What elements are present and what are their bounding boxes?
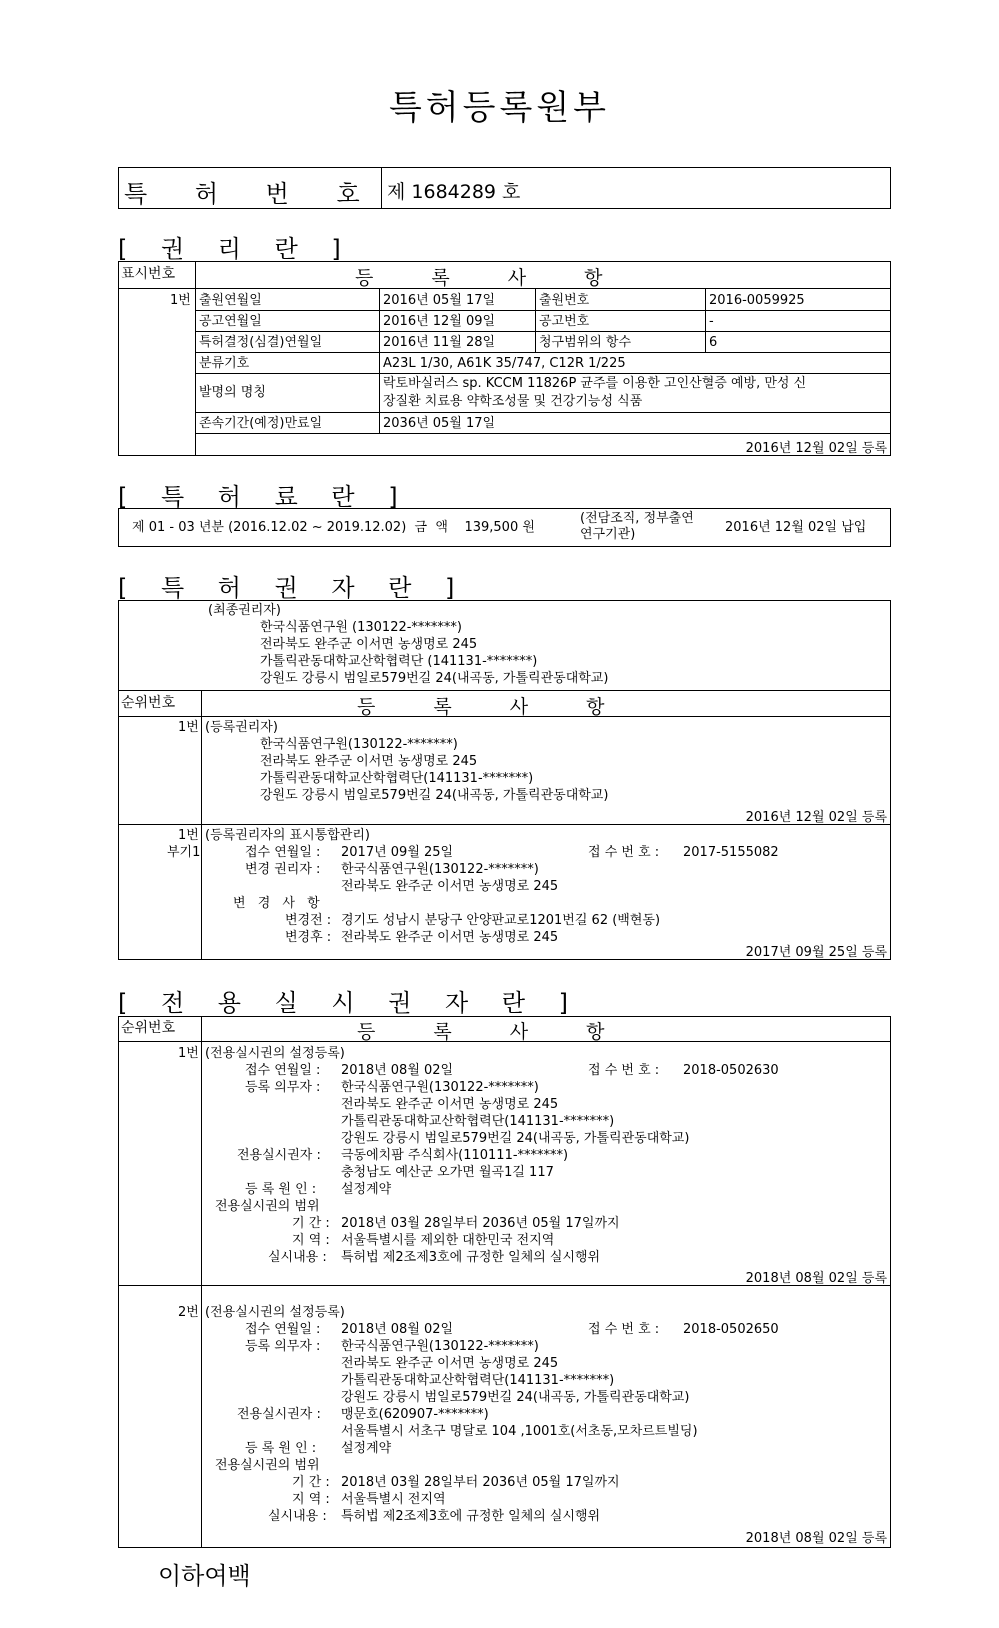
after-value: 전라북도 완주군 이서면 농생명로 245 — [341, 930, 559, 945]
obligor-line: 한국식품연구원(130122-*******) — [341, 1080, 539, 1095]
region-label: 지 역 : — [292, 1233, 330, 1248]
expiry-label: 존속기간(예정)만료일 — [199, 416, 323, 431]
holder-entry1-line: 가톨릭관동대학교산학협력단(141131-*******) — [260, 771, 534, 786]
obligor-line: 전라북도 완주군 이서면 농생명로 245 — [341, 1097, 559, 1112]
app-no: 2016-0059925 — [709, 293, 805, 308]
final-holder-line: 가톨릭관동대학교산학협력단 (141131-*******) — [260, 654, 538, 669]
obligor-line: 강원도 강릉시 범일로579번길 24(내곡동, 가톨릭관동대학교) — [341, 1131, 690, 1146]
period-label: 기 간 : — [292, 1475, 330, 1490]
licensee-line: 서울특별시 서초구 명달로 104 ,1001호(서초동,모차르트빌딩) — [341, 1424, 698, 1439]
holder-entry1-date: 2016년 12월 02일 등록 — [745, 810, 887, 825]
licensee-line: 충청남도 예산군 오가면 월곡1길 117 — [341, 1165, 554, 1180]
after-label: 변경후 : — [285, 930, 332, 945]
invention-label: 발명의 명칭 — [199, 385, 266, 400]
changed-holder-line: 전라북도 완주군 이서면 농생명로 245 — [341, 879, 559, 894]
recv-no-label: 접 수 번 호 : — [588, 845, 660, 860]
fee-note-2: 연구기관) — [580, 527, 636, 542]
class-label: 분류기호 — [199, 356, 250, 371]
licensee-label: 전용실시권자 : — [237, 1407, 321, 1422]
fee-paid-date: 2016년 12월 02일 납입 — [725, 520, 867, 535]
holder-entry1-label: (등록권리자) — [205, 720, 278, 735]
obligor-label: 등록 의무자 : — [245, 1339, 321, 1354]
holder-entry2-date: 2017년 09월 25일 등록 — [745, 945, 887, 960]
region-value: 서울특별시를 제외한 대한민국 전지역 — [341, 1233, 555, 1248]
pub-date-label: 공고연월일 — [199, 314, 262, 329]
license-entry-label: (전용실시권의 설정등록) — [205, 1305, 345, 1320]
scope-label: 전용실시권의 범위 — [215, 1458, 320, 1473]
rights-reg-date: 2016년 12월 02일 등록 — [745, 441, 887, 456]
final-holder-line: 전라북도 완주군 이서면 농생명로 245 — [260, 637, 478, 652]
recv-no-label: 접 수 번 호 : — [588, 1063, 660, 1078]
patent-number-label: 특 허 번 호 — [124, 180, 380, 208]
app-date-label: 출원연월일 — [199, 293, 262, 308]
holder-section-title: [ 특 허 권 자 란 ] — [118, 574, 468, 602]
changed-holder-line: 한국식품연구원(130122-*******) — [341, 862, 539, 877]
end-of-document-note: 이하여백 — [158, 1562, 251, 1590]
content-value: 특허법 제2조제3호에 규정한 일체의 실시행위 — [341, 1250, 601, 1265]
changed-holder-label: 변경 권리자 : — [245, 862, 321, 877]
holder-entry1-line: 강원도 강릉시 범일로579번길 24(내곡동, 가톨릭관동대학교) — [260, 788, 609, 803]
decision-label: 특허결정(심결)연월일 — [199, 335, 323, 350]
licensee-label: 전용실시권자 : — [237, 1148, 321, 1163]
pub-no-label: 공고번호 — [539, 314, 590, 329]
expiry-date: 2036년 05월 17일 — [383, 416, 496, 431]
pub-date: 2016년 12월 09일 — [383, 314, 496, 329]
rights-section-title: [ 권 리 란 ] — [118, 235, 354, 263]
holder-entry2-sub: 부기1 — [167, 845, 201, 860]
license-entry-no: 1번 — [178, 1046, 199, 1061]
invention-line1: 락토바실러스 sp. KCCM 11826P 균주를 이용한 고인산혈증 예방, 만성 신 — [383, 376, 807, 391]
before-value: 경기도 성남시 분당구 안양판교로1201번길 62 (백현동) — [341, 913, 661, 928]
class-value: A23L 1/30, A61K 35/747, C12R 1/225 — [383, 356, 626, 371]
cause-value: 설정계약 — [341, 1182, 392, 1197]
scope-label: 전용실시권의 범위 — [215, 1199, 320, 1214]
holder-entry2-no: 1번 — [178, 828, 199, 843]
recv-date: 2017년 09월 25일 — [341, 845, 454, 860]
cause-value: 설정계약 — [341, 1441, 392, 1456]
license-entry-date: 2018년 08월 02일 등록 — [745, 1531, 887, 1546]
obligor-line: 가톨릭관동대학교산학협력단(141131-*******) — [341, 1373, 615, 1388]
recv-date-label: 접수 연월일 : — [245, 1063, 321, 1078]
period-label: 기 간 : — [292, 1216, 330, 1231]
claims-count: 6 — [709, 335, 718, 350]
recv-no: 2017-5155082 — [683, 845, 779, 860]
obligor-line: 한국식품연구원(130122-*******) — [341, 1339, 539, 1354]
col-reg-items: 등 록 사 항 — [357, 696, 605, 718]
recv-date-label: 접수 연월일 : — [245, 845, 321, 860]
invention-line2: 장질환 치료용 약학조성물 및 건강기능성 식품 — [383, 394, 643, 409]
content-label: 실시내용 : — [268, 1509, 327, 1524]
licensee-line: 극동에치팜 주식회사(110111-*******) — [341, 1148, 569, 1163]
fee-text: 제 01 - 03 년분 (2016.12.02 ~ 2019.12.02) 금 액 139,500 원 — [132, 520, 535, 535]
recv-date: 2018년 08월 02일 — [341, 1322, 454, 1337]
cause-label: 등 록 원 인 : — [245, 1182, 317, 1197]
col-rank-no: 순위번호 — [121, 1020, 176, 1036]
region-label: 지 역 : — [292, 1492, 330, 1507]
holder-entry1-line: 전라북도 완주군 이서면 농생명로 245 — [260, 754, 478, 769]
holder-entry2-label: (등록권리자의 표시통합관리) — [205, 828, 370, 843]
holder-entry1-no: 1번 — [178, 720, 199, 735]
cause-label: 등 록 원 인 : — [245, 1441, 317, 1456]
license-entry-date: 2018년 08월 02일 등록 — [745, 1271, 887, 1286]
licensee-line: 맹문호(620907-*******) — [341, 1407, 489, 1422]
recv-date: 2018년 08월 02일 — [341, 1063, 454, 1078]
fee-section-title: [ 특 허 료 란 ] — [118, 483, 411, 511]
app-date: 2016년 05월 17일 — [383, 293, 496, 308]
change-items-label: 변 경 사 항 — [233, 896, 324, 911]
final-holder-line: 강원도 강릉시 범일로579번길 24(내곡동, 가톨릭관동대학교) — [260, 671, 609, 686]
period-value: 2018년 03월 28일부터 2036년 05월 17일까지 — [341, 1216, 620, 1231]
fee-note-1: (전담조직, 정부출연 — [580, 511, 694, 526]
holder-entry1-line: 한국식품연구원(130122-*******) — [260, 737, 458, 752]
recv-no: 2018-0502630 — [683, 1063, 779, 1078]
rights-row-no: 1번 — [170, 293, 191, 308]
obligor-line: 강원도 강릉시 범일로579번길 24(내곡동, 가톨릭관동대학교) — [341, 1390, 690, 1405]
license-entry-label: (전용실시권의 설정등록) — [205, 1046, 345, 1061]
license-entry-no: 2번 — [178, 1305, 199, 1320]
patent-number-value: 제 1684289 호 — [387, 181, 521, 203]
final-holder-line: 한국식품연구원 (130122-*******) — [260, 620, 462, 635]
content-value: 특허법 제2조제3호에 규정한 일체의 실시행위 — [341, 1509, 601, 1524]
obligor-line: 전라북도 완주군 이서면 농생명로 245 — [341, 1356, 559, 1371]
final-holder-label: (최종권리자) — [208, 603, 281, 618]
recv-no-label: 접 수 번 호 : — [588, 1322, 660, 1337]
col-rank-no: 순위번호 — [121, 695, 176, 711]
content-label: 실시내용 : — [268, 1250, 327, 1265]
decision-date: 2016년 11월 28일 — [383, 335, 496, 350]
recv-date-label: 접수 연월일 : — [245, 1322, 321, 1337]
obligor-line: 가톨릭관동대학교산학협력단(141131-*******) — [341, 1114, 615, 1129]
pub-no: - — [709, 314, 714, 329]
license-section-title: [ 전 용 실 시 권 자 란 ] — [118, 989, 582, 1017]
obligor-label: 등록 의무자 : — [245, 1080, 321, 1095]
document-title: 특허등록원부 — [388, 88, 611, 128]
app-no-label: 출원번호 — [539, 293, 590, 308]
recv-no: 2018-0502650 — [683, 1322, 779, 1337]
col-reg-items: 등 록 사 항 — [355, 267, 603, 289]
period-value: 2018년 03월 28일부터 2036년 05월 17일까지 — [341, 1475, 620, 1490]
claims-label: 청구범위의 항수 — [539, 335, 632, 350]
before-label: 변경전 : — [285, 913, 332, 928]
col-reg-items: 등 록 사 항 — [357, 1021, 605, 1043]
col-display-no: 표시번호 — [121, 266, 176, 282]
region-value: 서울특별시 전지역 — [341, 1492, 446, 1507]
